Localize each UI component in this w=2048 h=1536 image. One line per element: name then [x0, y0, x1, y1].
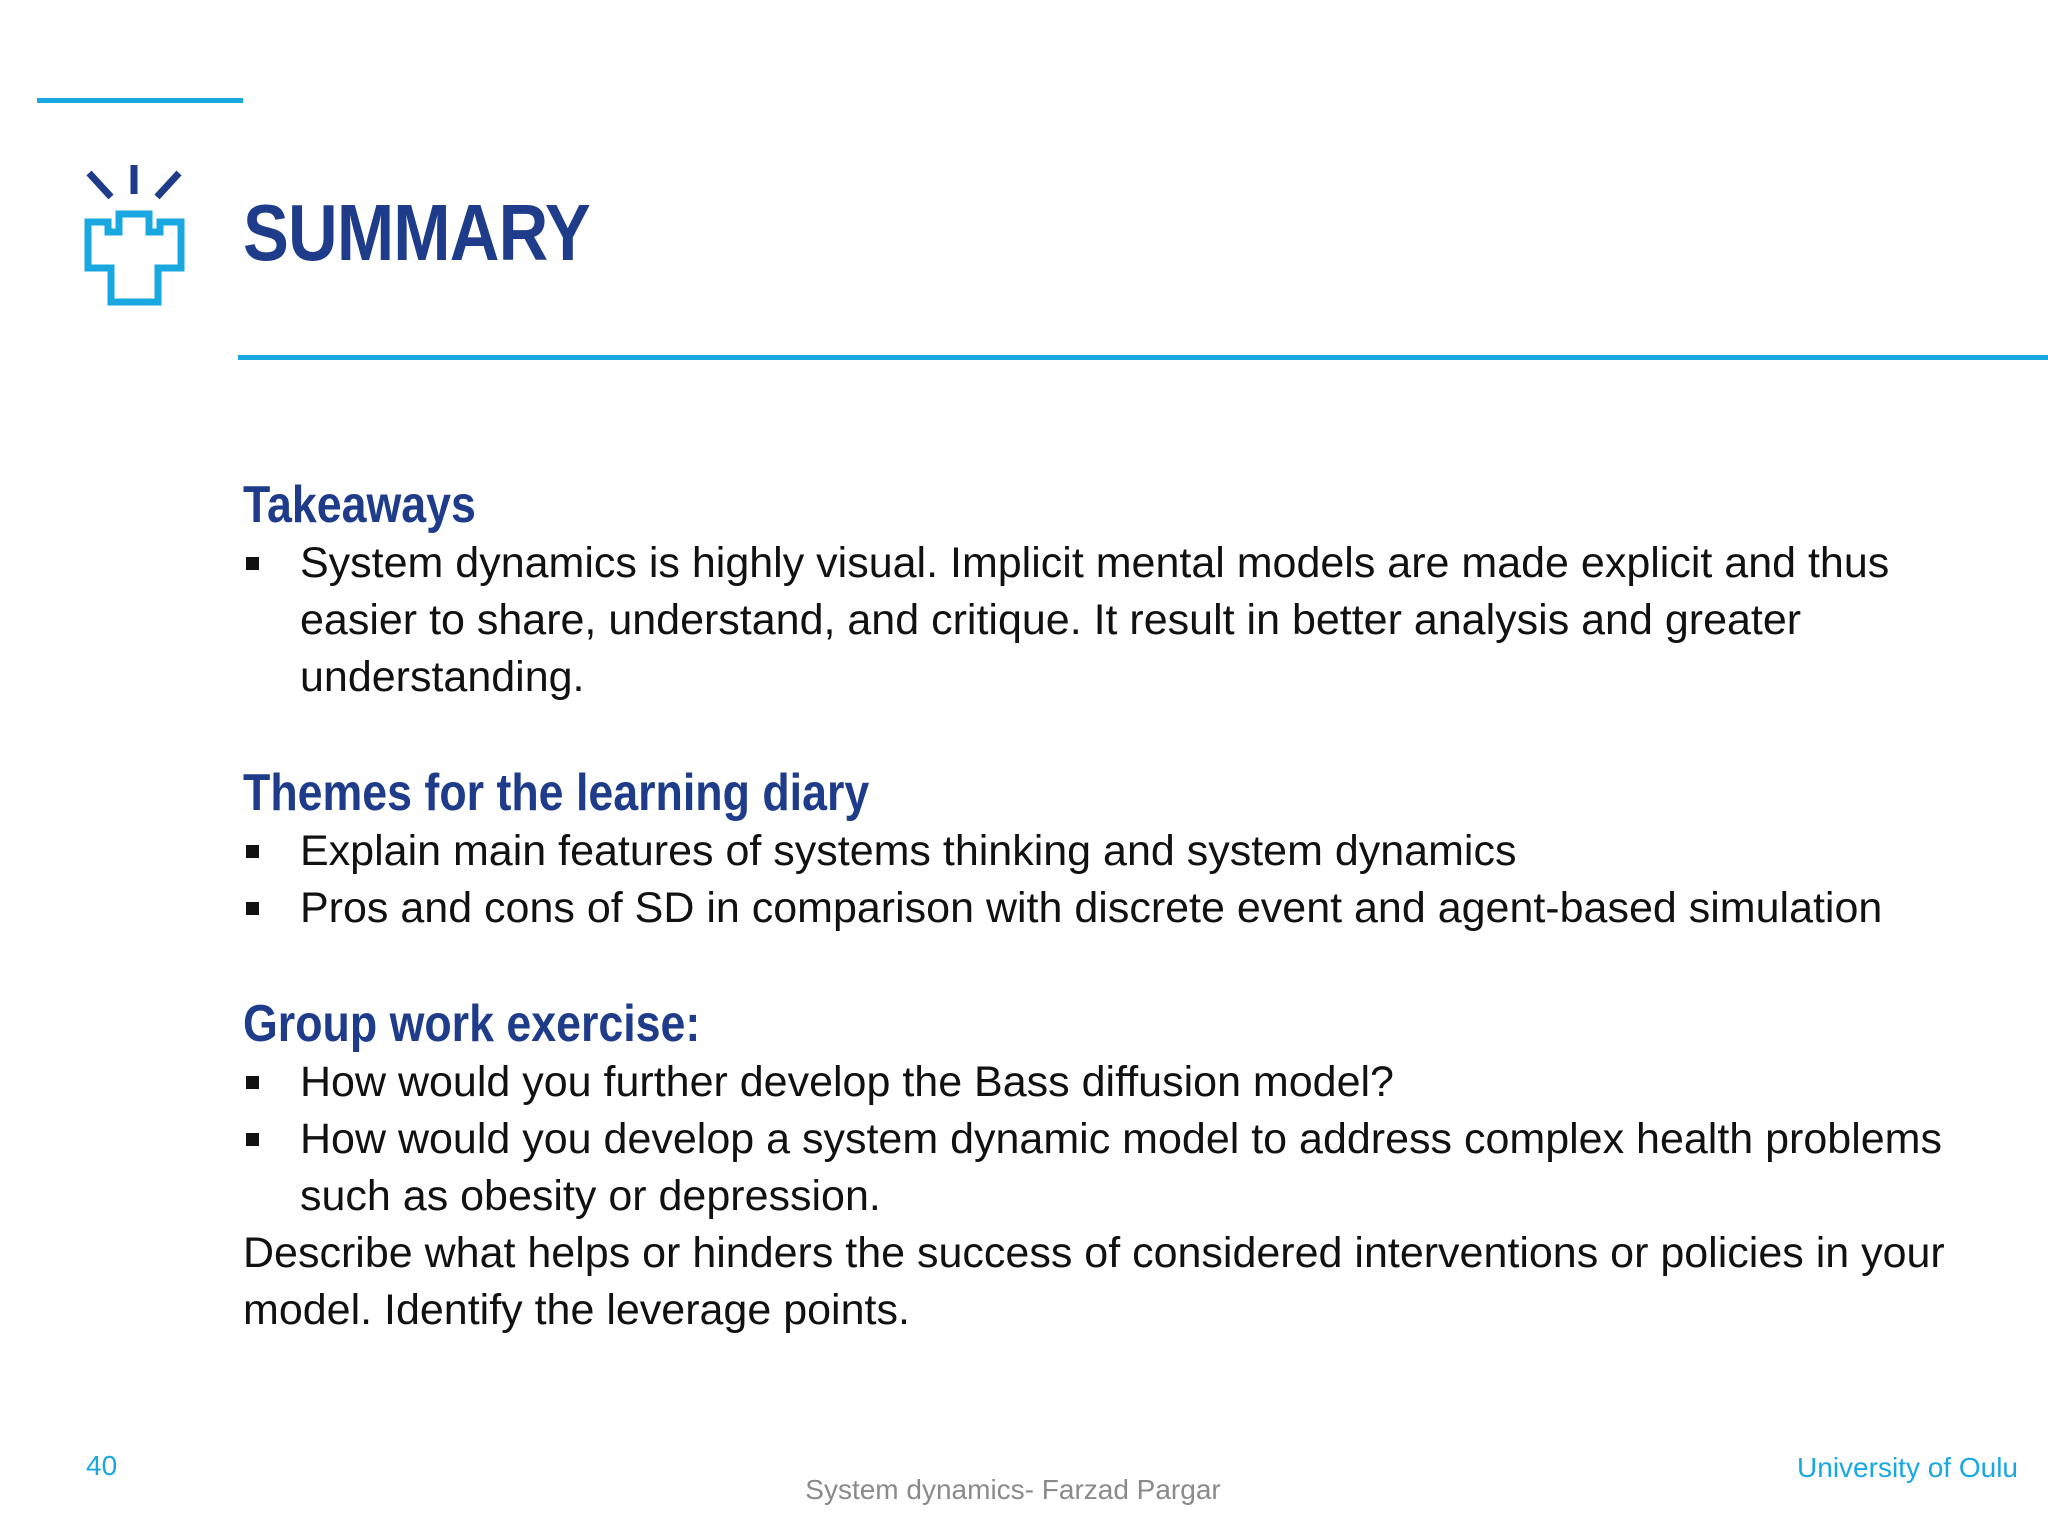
section-heading-group-work: Group work exercise:	[243, 995, 701, 1053]
list-item	[243, 880, 2003, 937]
slide-content	[243, 475, 2003, 1339]
bullet-text: Explain main features of systems thinking and system dynamics	[300, 827, 1517, 875]
university-tower-logo-icon	[80, 160, 192, 310]
bullet-text: System dynamics is highly visual. Implicit mental models are made explicit and thus easier to share, understand, and critique. It result in better analysis and greater understanding.	[300, 539, 1890, 701]
section-heading-themes: Themes for the learning diary	[243, 764, 870, 822]
bullet-square-icon	[246, 1076, 259, 1089]
footer-author: System dynamics- Farzad Pargar	[805, 1474, 1221, 1505]
bullet-square-icon	[246, 1133, 259, 1146]
top-accent-line	[37, 98, 243, 103]
bullet-square-icon	[246, 902, 259, 915]
bullet-text: How would you develop a system dynamic model to address complex health problems such as obesity or depression.	[300, 1115, 1942, 1220]
spacer	[243, 706, 2003, 763]
footer-institution: University of Oulu	[1797, 1452, 2018, 1483]
list-item	[243, 823, 2003, 880]
list-item	[243, 1111, 2003, 1225]
bullet-text: Pros and cons of SD in comparison with discrete event and agent-based simulation	[300, 884, 1883, 932]
group-work-list	[243, 1054, 2003, 1225]
themes-list	[243, 823, 2003, 937]
list-item	[243, 535, 2003, 706]
bullet-text: How would you further develop the Bass diffusion model?	[300, 1058, 1394, 1106]
section-heading-takeaways: Takeaways	[243, 476, 476, 534]
slide-title: SUMMARY	[243, 188, 590, 277]
takeaways-list	[243, 535, 2003, 706]
page-number: 40	[86, 1450, 118, 1481]
spacer	[243, 937, 2003, 994]
list-item	[243, 1054, 2003, 1111]
closing-paragraph: Describe what helps or hinders the success of considered interventions or policies in your model. Identify the leverage points.	[243, 1229, 1945, 1334]
logo-graphic	[80, 160, 192, 310]
bullet-square-icon	[246, 557, 259, 570]
bullet-square-icon	[246, 845, 259, 858]
title-divider-line	[238, 355, 2048, 360]
